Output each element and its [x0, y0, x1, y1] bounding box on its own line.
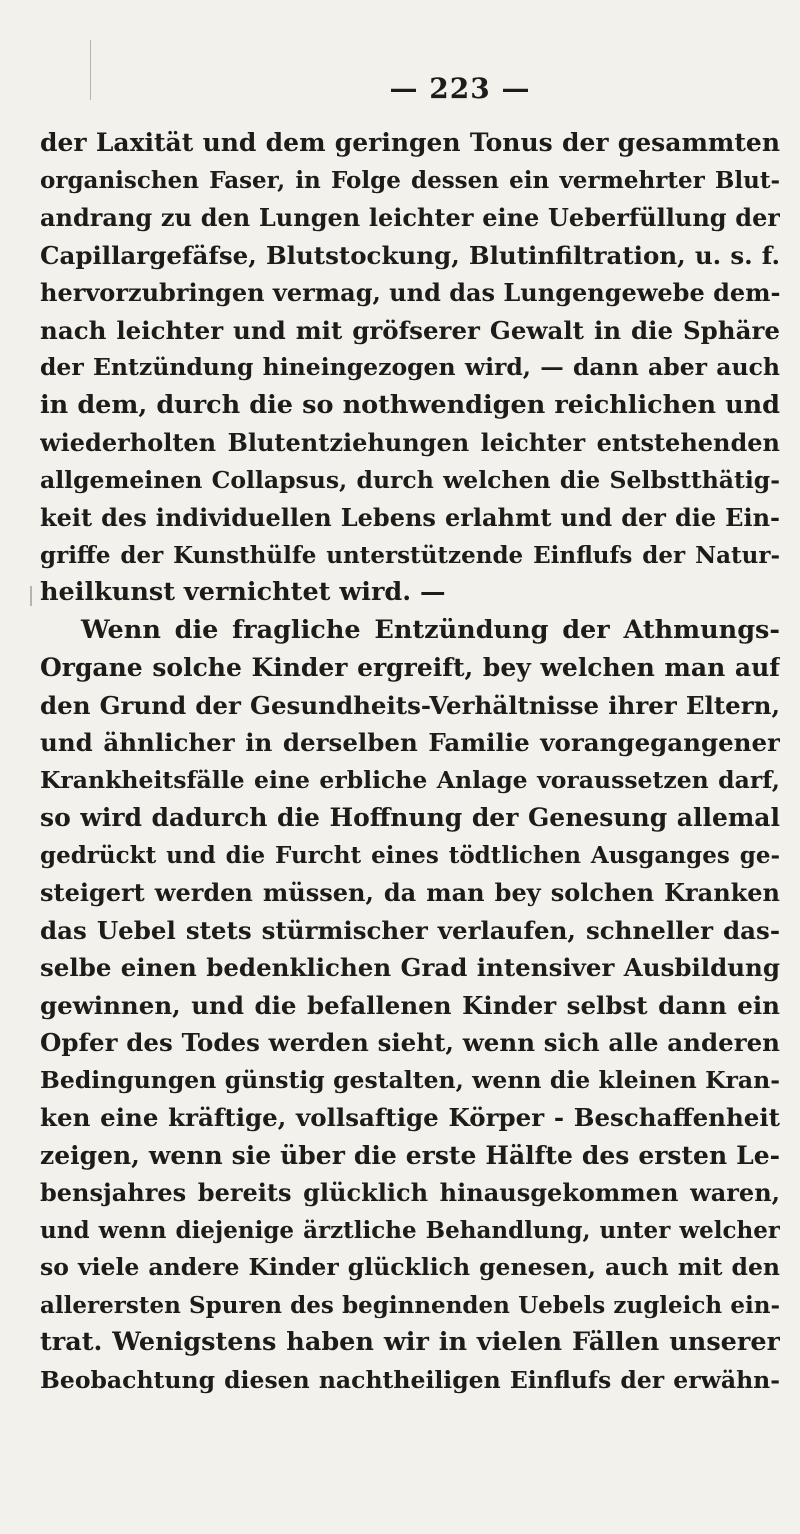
- text-line: Organe solche Kinder ergreift, bey welchen man auf: [40, 653, 780, 682]
- text-line: ken eine kräftige, vollsaftige Körper - Beschaffenheit: [40, 1103, 780, 1132]
- text-line: gewinnen, und die befallenen Kinder selbst dann ein: [40, 990, 780, 1020]
- text-line: allerersten Spuren des beginnenden Uebels zugleich ein-: [40, 1291, 780, 1319]
- text-line: heilkunst vernichtet wird. —: [40, 577, 446, 607]
- text-line: der Entzündung hineingezogen wird, — dann aber auch: [40, 353, 780, 381]
- text-line: den Grund der Gesundheits-Verhältnisse ihrer Eltern,: [40, 690, 780, 720]
- text-line: griffe der Kunsthülfe unterstützende Einflufs der Natur-: [40, 541, 780, 569]
- paragraph-start-line: Wenn die fragliche Entzündung der Athmungs-: [81, 614, 780, 645]
- text-line: allgemeinen Collapsus, durch welchen die Selbstthätig-: [40, 465, 780, 494]
- text-line: Krankheitsfälle eine erbliche Anlage voraussetzen darf,: [40, 765, 780, 794]
- text-line: hervorzubringen vermag, und das Lungengewebe dem-: [40, 278, 780, 307]
- body-text: [40, 124, 780, 1399]
- text-line: Bedingungen günstig gestalten, wenn die kleinen Kran-: [40, 1065, 780, 1094]
- text-line: und ähnlicher in derselben Familie vorangegangener: [40, 728, 780, 757]
- text-line: wiederholten Blutentziehungen leichter entstehenden: [40, 428, 780, 457]
- text-line: gedrückt und die Furcht eines tödtlichen Ausganges ge-: [40, 841, 780, 869]
- text-line: in dem, durch die so nothwendigen reichlichen und: [40, 389, 780, 420]
- text-line: das Uebel stets stürmischer verlaufen, schneller das-: [40, 915, 780, 945]
- text-line: Beobachtung diesen nachtheiligen Einflufs der erwähn-: [40, 1365, 780, 1394]
- text-line: bensjahres bereits glücklich hinausgekommen waren,: [40, 1178, 780, 1207]
- text-line: Capillargefäfse, Blutstockung, Blutinfiltration, u. s. f.: [40, 240, 780, 270]
- text-line: organischen Faser, in Folge dessen ein vermehrter Blut-: [40, 166, 780, 194]
- page-number: — 223 —: [389, 72, 531, 105]
- text-line: trat. Wenigstens haben wir in vielen Fällen unserer: [40, 1327, 780, 1357]
- text-line: nach leichter und mit gröfserer Gewalt in die Sphäre: [40, 315, 780, 345]
- text-line: andrang zu den Lungen leichter eine Ueberfüllung der: [40, 203, 780, 232]
- text-line: so wird dadurch die Hoffnung der Genesung allemal: [40, 803, 780, 832]
- text-line: so viele andere Kinder glücklich genesen, auch mit den: [40, 1253, 780, 1281]
- text-line: keit des individuellen Lebens erlahmt und der die Ein-: [40, 503, 780, 532]
- text-line: der Laxität und dem geringen Tonus der gesammten: [40, 128, 780, 157]
- text-line: zeigen, wenn sie über die erste Hälfte des ersten Le-: [40, 1140, 780, 1170]
- paper-crease: [30, 586, 32, 606]
- text-line: steigert werden müssen, da man bey solchen Kranken: [40, 878, 780, 907]
- text-line: selbe einen bedenklichen Grad intensiver Ausbildung: [40, 953, 780, 982]
- text-line: und wenn diejenige ärztliche Behandlung, unter welcher: [40, 1216, 780, 1244]
- text-line: Opfer des Todes werden sieht, wenn sich alle anderen: [40, 1028, 780, 1057]
